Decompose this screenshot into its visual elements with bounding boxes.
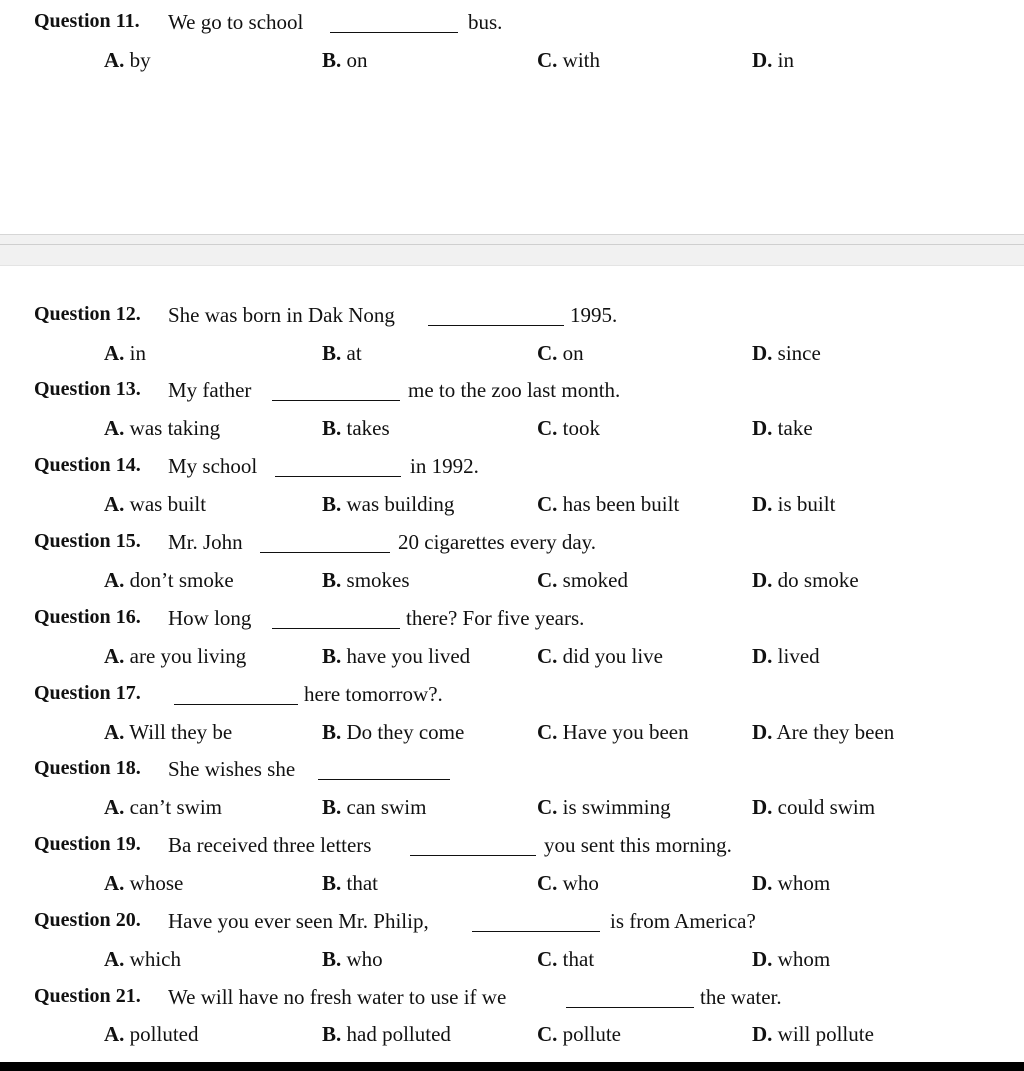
question-number: 18. <box>115 757 141 779</box>
options-row <box>0 486 1024 522</box>
option-text: could swim <box>777 795 876 819</box>
option-text: took <box>562 416 601 440</box>
option-key: C. <box>537 1022 558 1046</box>
option-key: D. <box>752 644 773 668</box>
question-label <box>34 378 141 401</box>
question-stem-after: 20 cigarettes every day. <box>398 530 597 554</box>
question-stem-after: you sent this morning. <box>544 833 732 857</box>
option-c <box>537 644 663 669</box>
option-a <box>104 48 151 73</box>
option-text: in <box>129 341 147 365</box>
option-text: is built <box>777 492 836 516</box>
option-d <box>752 341 821 366</box>
option-text: don’t smoke <box>129 568 234 592</box>
option-text: Will they be <box>129 720 233 744</box>
option-b <box>322 492 454 517</box>
question-number: 14. <box>115 454 141 476</box>
option-c <box>537 341 584 366</box>
option-key: A. <box>104 492 125 516</box>
options-row <box>0 42 1024 78</box>
option-d <box>752 871 830 896</box>
question-number: 13. <box>115 378 141 400</box>
answer-blank <box>174 704 298 705</box>
option-b <box>322 416 390 441</box>
option-a <box>104 795 222 820</box>
option-key: C. <box>537 644 558 668</box>
option-a <box>104 568 234 593</box>
option-b <box>322 341 362 366</box>
option-key: C. <box>537 720 558 744</box>
question-row <box>0 372 1024 408</box>
option-text: smokes <box>346 568 410 592</box>
option-text: whose <box>129 871 184 895</box>
option-a <box>104 492 206 517</box>
option-text: lived <box>777 644 820 668</box>
question-label <box>34 606 141 629</box>
option-b <box>322 947 383 972</box>
option-b <box>322 720 464 745</box>
question-stem-before: How long <box>168 606 252 630</box>
option-text: will pollute <box>777 1022 874 1046</box>
answer-blank <box>410 855 536 856</box>
option-a <box>104 1022 199 1047</box>
question-row <box>0 4 1024 40</box>
question-row <box>0 600 1024 636</box>
option-d <box>752 416 813 441</box>
question-label <box>34 909 141 932</box>
question-word: Question <box>34 833 111 855</box>
option-b <box>322 644 470 669</box>
options-row <box>0 638 1024 674</box>
option-c <box>537 871 599 896</box>
option-key: D. <box>752 492 773 516</box>
question-word: Question <box>34 682 111 704</box>
option-d <box>752 1022 874 1047</box>
question-stem-after: 1995. <box>570 303 618 327</box>
option-key: D. <box>752 416 773 440</box>
question-label <box>34 530 141 553</box>
option-d <box>752 720 894 745</box>
option-key: B. <box>322 492 342 516</box>
option-text: was built <box>129 492 207 516</box>
option-key: C. <box>537 871 558 895</box>
question-row <box>0 979 1024 1015</box>
options-row <box>0 1016 1024 1052</box>
option-key: A. <box>104 341 125 365</box>
option-key: A. <box>104 48 125 72</box>
option-key: A. <box>104 795 125 819</box>
option-key: A. <box>104 871 125 895</box>
question-label <box>34 454 141 477</box>
question-stem-before: My school <box>168 454 258 478</box>
option-text: which <box>129 947 181 971</box>
question-row <box>0 448 1024 484</box>
answer-blank <box>566 1007 694 1008</box>
option-text: had polluted <box>346 1022 451 1046</box>
question-word: Question <box>34 606 111 628</box>
option-text: whom <box>777 871 831 895</box>
option-a <box>104 341 146 366</box>
answer-blank <box>272 628 400 629</box>
options-row <box>0 335 1024 371</box>
question-label <box>34 682 141 705</box>
option-text: polluted <box>129 1022 199 1046</box>
option-text: can’t swim <box>129 795 223 819</box>
option-c <box>537 416 600 441</box>
option-text: pollute <box>562 1022 621 1046</box>
option-key: B. <box>322 871 342 895</box>
option-c <box>537 720 689 745</box>
option-text: on <box>562 341 584 365</box>
question-word: Question <box>34 10 111 32</box>
option-key: D. <box>752 568 773 592</box>
option-text: Have you been <box>562 720 689 744</box>
option-key: A. <box>104 416 125 440</box>
question-stem-before: My father <box>168 378 252 402</box>
option-key: A. <box>104 568 125 592</box>
option-a <box>104 644 246 669</box>
bottom-bar <box>0 1062 1024 1071</box>
option-text: Do they come <box>346 720 465 744</box>
question-stem-after: bus. <box>468 10 503 34</box>
option-d <box>752 795 875 820</box>
option-a <box>104 871 183 896</box>
question-word: Question <box>34 530 111 552</box>
option-text: Are they been <box>776 720 895 744</box>
question-word: Question <box>34 454 111 476</box>
question-stem-after: is from America? <box>610 909 756 933</box>
question-number: 20. <box>115 909 141 931</box>
option-d <box>752 48 794 73</box>
option-key: A. <box>104 947 125 971</box>
option-key: B. <box>322 416 342 440</box>
option-text: since <box>777 341 821 365</box>
question-stem-before: She was born in Dak Nong <box>168 303 395 327</box>
option-text: can swim <box>346 795 427 819</box>
question-row <box>0 751 1024 787</box>
option-key: C. <box>537 795 558 819</box>
option-key: A. <box>104 1022 125 1046</box>
question-stem-after: there? For five years. <box>406 606 585 630</box>
option-text: is swimming <box>562 795 671 819</box>
option-key: B. <box>322 947 342 971</box>
option-text: smoked <box>562 568 628 592</box>
option-c <box>537 795 671 820</box>
option-text: was taking <box>129 416 221 440</box>
question-stem-before: We will have no fresh water to use if we <box>168 985 507 1009</box>
option-key: D. <box>752 720 773 744</box>
question-stem-after: me to the zoo last month. <box>408 378 621 402</box>
option-key: C. <box>537 568 558 592</box>
option-b <box>322 1022 451 1047</box>
option-text: that <box>346 871 379 895</box>
options-row <box>0 562 1024 598</box>
question-number: 15. <box>115 530 141 552</box>
answer-blank <box>260 552 390 553</box>
option-c <box>537 568 628 593</box>
option-b <box>322 871 378 896</box>
option-key: C. <box>537 48 558 72</box>
option-key: C. <box>537 341 558 365</box>
option-key: C. <box>537 492 558 516</box>
option-b <box>322 795 426 820</box>
option-a <box>104 947 181 972</box>
option-key: D. <box>752 871 773 895</box>
options-row <box>0 789 1024 825</box>
question-row <box>0 827 1024 863</box>
option-key: A. <box>104 720 125 744</box>
option-a <box>104 720 232 745</box>
option-text: did you live <box>562 644 663 668</box>
option-d <box>752 644 820 669</box>
question-label <box>34 985 141 1008</box>
option-key: D. <box>752 795 773 819</box>
question-number: 17. <box>115 682 141 704</box>
question-number: 12. <box>115 303 141 325</box>
option-text: that <box>562 947 595 971</box>
question-word: Question <box>34 757 111 779</box>
divider-line <box>0 244 1024 245</box>
option-text: whom <box>777 947 831 971</box>
answer-blank <box>275 476 401 477</box>
option-key: B. <box>322 1022 342 1046</box>
question-label <box>34 10 140 33</box>
option-text: at <box>346 341 362 365</box>
answer-blank <box>330 32 458 33</box>
question-number: 16. <box>115 606 141 628</box>
question-row <box>0 676 1024 712</box>
option-key: B. <box>322 568 342 592</box>
option-c <box>537 492 679 517</box>
options-row <box>0 865 1024 901</box>
option-text: was building <box>346 492 455 516</box>
question-label <box>34 757 141 780</box>
answer-blank <box>272 400 400 401</box>
option-key: B. <box>322 720 342 744</box>
question-stem-before: She wishes she <box>168 757 296 781</box>
option-a <box>104 416 220 441</box>
question-stem-before: We go to school <box>168 10 304 34</box>
option-text: who <box>346 947 383 971</box>
option-key: B. <box>322 644 342 668</box>
question-stem-before: Mr. John <box>168 530 243 554</box>
question-word: Question <box>34 303 111 325</box>
question-label <box>34 833 141 856</box>
option-c <box>537 48 600 73</box>
option-d <box>752 947 830 972</box>
option-text: take <box>777 416 813 440</box>
question-stem-before: Have you ever seen Mr. Philip, <box>168 909 429 933</box>
option-text: takes <box>346 416 390 440</box>
option-key: D. <box>752 1022 773 1046</box>
question-number: 11. <box>115 10 140 32</box>
question-word: Question <box>34 985 111 1007</box>
question-word: Question <box>34 378 111 400</box>
question-number: 19. <box>115 833 141 855</box>
section-divider <box>0 234 1024 266</box>
options-row <box>0 714 1024 750</box>
option-key: D. <box>752 48 773 72</box>
option-key: A. <box>104 644 125 668</box>
option-text: in <box>777 48 795 72</box>
option-text: by <box>129 48 151 72</box>
option-key: B. <box>322 48 342 72</box>
option-text: are you living <box>129 644 247 668</box>
option-d <box>752 568 859 593</box>
option-text: with <box>562 48 601 72</box>
question-number: 21. <box>115 985 141 1007</box>
option-c <box>537 1022 621 1047</box>
option-text: have you lived <box>346 644 471 668</box>
question-word: Question <box>34 909 111 931</box>
answer-blank <box>318 779 450 780</box>
option-key: D. <box>752 341 773 365</box>
options-row <box>0 941 1024 977</box>
option-text: has been built <box>562 492 680 516</box>
question-stem-after: in 1992. <box>410 454 479 478</box>
option-key: C. <box>537 416 558 440</box>
option-text: on <box>346 48 368 72</box>
option-key: D. <box>752 947 773 971</box>
option-b <box>322 48 368 73</box>
option-key: B. <box>322 795 342 819</box>
option-text: who <box>562 871 599 895</box>
question-label <box>34 303 141 326</box>
answer-blank <box>428 325 564 326</box>
option-b <box>322 568 410 593</box>
question-row <box>0 297 1024 333</box>
question-stem-after: the water. <box>700 985 782 1009</box>
option-text: do smoke <box>777 568 859 592</box>
question-row <box>0 903 1024 939</box>
option-key: B. <box>322 341 342 365</box>
option-c <box>537 947 594 972</box>
options-row <box>0 410 1024 446</box>
question-stem-before: Ba received three letters <box>168 833 372 857</box>
option-d <box>752 492 835 517</box>
answer-blank <box>472 931 600 932</box>
question-row <box>0 524 1024 560</box>
question-stem-after: here tomorrow?. <box>304 682 443 706</box>
option-key: C. <box>537 947 558 971</box>
